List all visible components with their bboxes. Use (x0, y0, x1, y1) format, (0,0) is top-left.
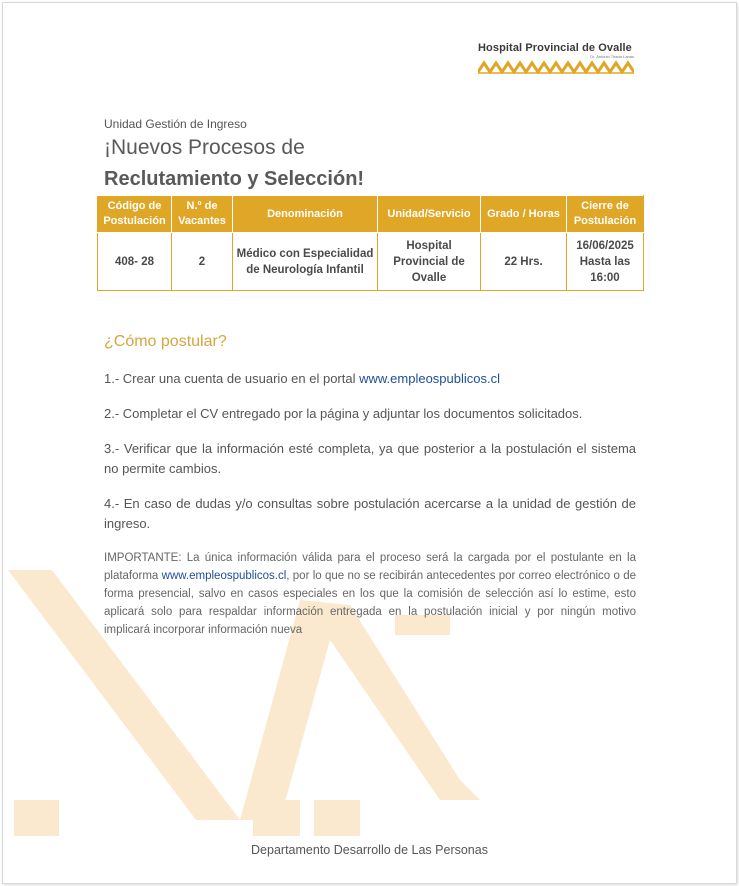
empleospublicos-link[interactable]: www.empleospublicos.cl (359, 371, 501, 386)
column-header-vacantes: N.º de Vacantes (172, 196, 233, 233)
page-title-line1: ¡Nuevos Procesos de (104, 136, 305, 159)
hospital-logo (478, 42, 638, 74)
cell-cierre: 16/06/2025 Hasta las 16:00 (567, 233, 644, 291)
howto-title: ¿Cómo postular? (104, 333, 227, 350)
column-header-cierre: Cierre de Postulación (567, 196, 644, 233)
logo-zigzag-icon (478, 60, 634, 74)
page-title-line2: Reclutamiento y Selección! (104, 168, 365, 190)
step-4: 4.- En caso de dudas y/o consultas sobre postulación acercarse a la unidad de gestión de ingreso. (104, 496, 636, 531)
column-header-grado: Grado / Horas (481, 196, 567, 233)
positions-table (97, 195, 644, 291)
logo-subtitle: Dr. Antonio Tirado Lanas (590, 54, 634, 59)
footer-department: Departamento Desarrollo de Las Personas (251, 843, 488, 857)
column-header-unidad: Unidad/Servicio (378, 196, 481, 233)
watermark-block-1 (14, 800, 59, 836)
watermark-block-2 (253, 800, 300, 836)
step-2: 2.- Completar el CV entregado por la página y adjuntar los documentos solicitados. (104, 406, 583, 421)
logo-name: Hospital Provincial de Ovalle (478, 42, 632, 54)
table-header-row (98, 196, 644, 233)
cell-vacantes: 2 (172, 233, 233, 291)
cell-denominacion: Médico con Especialidad de Neurología Infantil (233, 233, 378, 291)
table-row (98, 233, 644, 291)
cell-grado: 22 Hrs. (481, 233, 567, 291)
cell-codigo: 408- 28 (98, 233, 172, 291)
unit-label: Unidad Gestión de Ingreso (104, 117, 247, 131)
step-3: 3.- Verificar que la información esté completa, ya que posterior a la postulación el sistema no permite cambios. (104, 441, 636, 476)
step-1: 1.- Crear una cuenta de usuario en el portal www.empleospublicos.cl (104, 371, 501, 386)
watermark-block-3 (314, 800, 360, 836)
cell-unidad: Hospital Provincial de Ovalle (378, 233, 481, 291)
column-header-denominacion: Denominación (233, 196, 378, 233)
column-header-codigo: Código de Postulación (98, 196, 172, 233)
important-empleospublicos-link[interactable]: www.empleospublicos.cl (161, 570, 287, 582)
important-note: IMPORTANTE: La única información válida para el proceso será la cargada por el postulante en la plataforma www.empleospublicos.cl, por lo que no se recibirán antecedentes por correo electrónico o de forma presencial, salvo en casos especiales en los que la comisión de selección así lo estime, esto aplicará solo para respaldar información entregada en la postulación inicial y por ningún motivo implicará incorporar información nueva (104, 552, 636, 636)
